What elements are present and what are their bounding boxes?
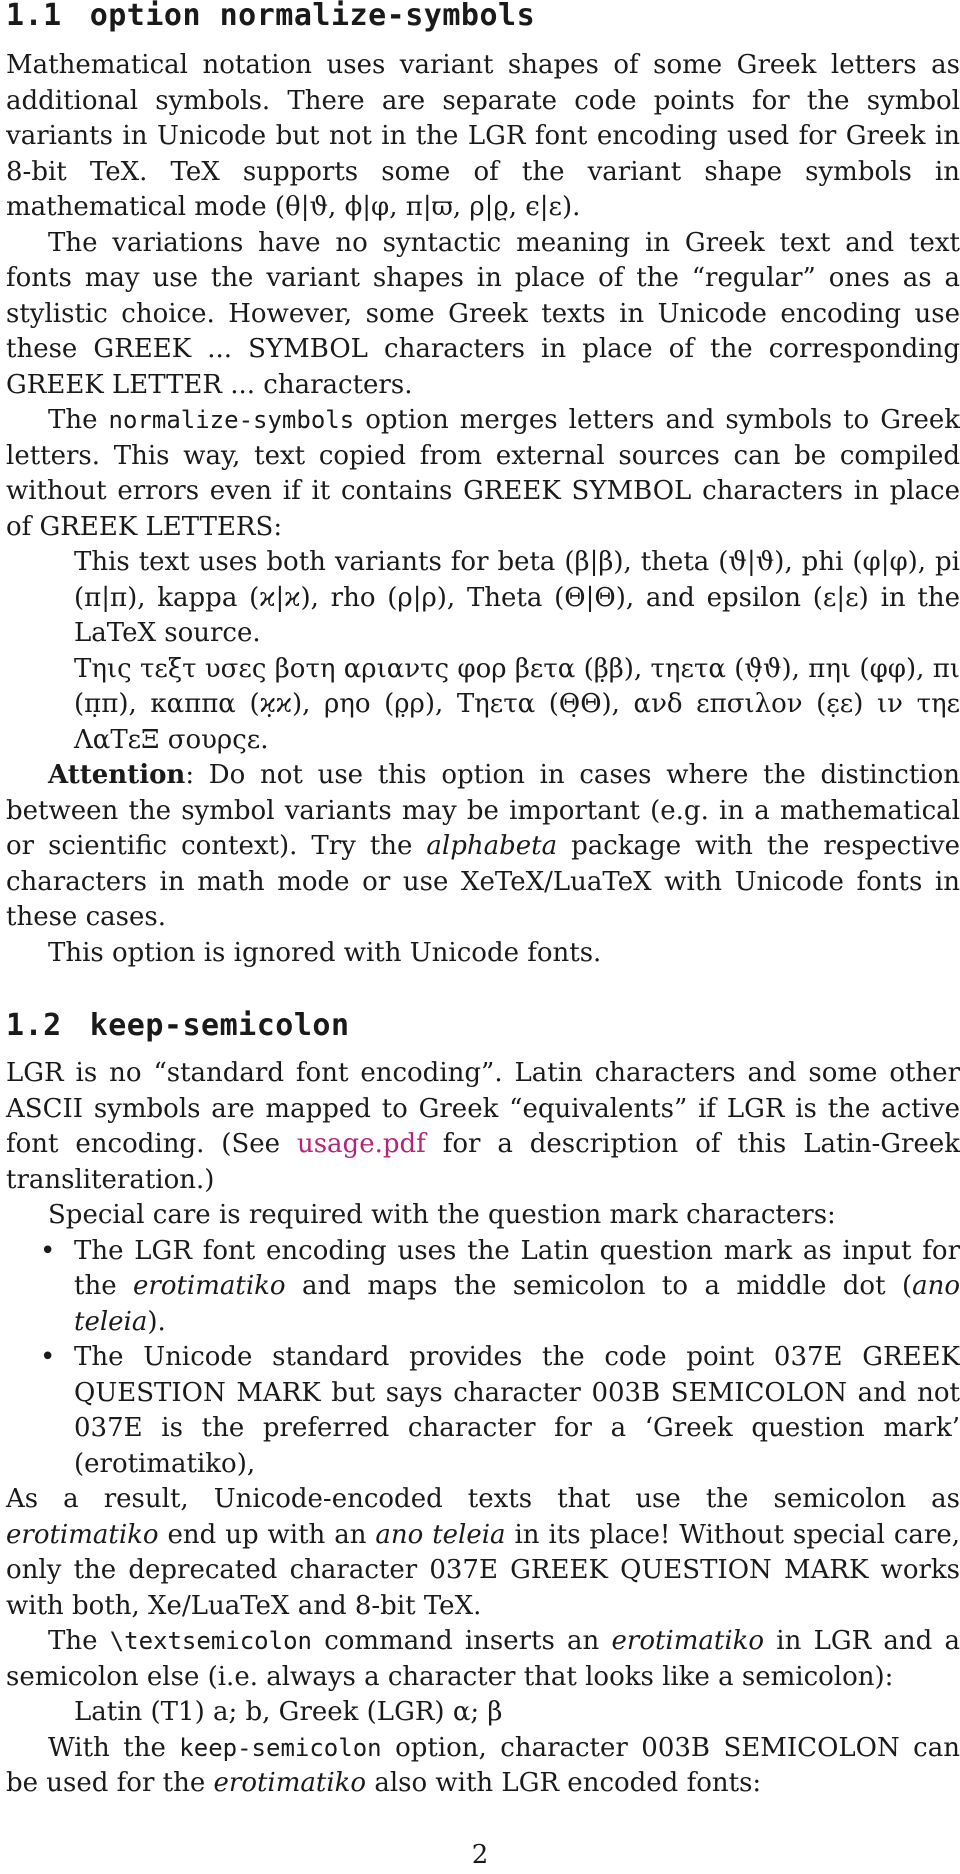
quote-lgr-rendering: Τηις τεξτ υσες βοτη αριαντς φορ βετα (β̣β), τηετα (ϑ̣ϑ), πηι (φ̣φ), πι (π̣π), καππα (ϰ̣ϰ), ρηο (ρ̣ρ), Τηετα (Θ̣Θ), ανδ επσιλον (ε̣ε) ιν τηε ΛαΤεΞ σουρςε. (74, 653, 960, 755)
section-heading-normalize-symbols (6, 0, 960, 34)
section-number: 1.1 (6, 0, 62, 33)
list-item: • The LGR font encoding uses the Latin question mark as input for the erotimatiko and maps the semicolon to a middle dot (ano teleia). (40, 1235, 960, 1337)
bullet-marker: • (40, 1342, 56, 1372)
section-title-code: normalize-symbols (219, 0, 536, 33)
attention-label: Attention (48, 760, 186, 790)
section-title-prefix: option (89, 0, 220, 33)
paragraph-lgr-encoding: LGR is no “standard font encoding”. Latin characters and some other ASCII symbols are mapped to Greek “equivalents” if LGR is the active font encoding. (See usage.pdf for a description of this Latin-Greek transliteration.) (6, 1058, 960, 1195)
document-page (6, 0, 960, 1802)
paragraph-keep-semicolon-option: With the keep-semicolon option, character 003B SEMICOLON can be used for the erotimatiko also with LGR encoded fonts: (6, 1732, 960, 1798)
usage-pdf-link[interactable]: usage.pdf (296, 1129, 426, 1159)
inline-code-textsemicolon: \textsemicolon (109, 1627, 312, 1655)
paragraph-math-notation: Mathematical notation uses variant shapes of some Greek letters as additional symbols. There are separate code points for the symbol variants in Unicode but not in the LGR font encoding used for Greek in 8-bit TeX. TeX supports some of the variant shape symbols in mathematical mode (θ|ϑ, ϕ|φ, π|ϖ, ρ|ϱ, ϵ|ε). (6, 50, 960, 222)
inline-code-keep-semicolon: keep-semicolon (179, 1733, 382, 1762)
paragraph-normalize-option: The normalize-symbols option merges letters and symbols to Greek letters. This way, text copied from external sources can be compiled without errors even if it contains GREEK SYMBOL characters in place of GREEK LETTERS: (6, 405, 960, 542)
bullet-list (6, 1234, 960, 1483)
quote-latin-source: This text uses both variants for beta (β|β), theta (ϑ|ϑ), phi (φ|φ), pi (π|π), kappa (ϰ|ϰ), rho (ρ|ρ), Theta (Θ|Θ), and epsilon (ε|ε) in the LaTeX source. (74, 547, 960, 648)
paragraph-attention: Attention: Do not use this option in cases where the distinction between the symbol variants may be important (e.g. in a mathematical or scientific context). Try the alphabeta package with the respective characters in math mode or use XeTeX/LuaTeX with Unicode fonts in these cases. (6, 760, 960, 932)
inline-code-normalize-symbols: normalize-symbols (108, 406, 355, 434)
alphabeta-package: alphabeta (426, 831, 558, 861)
section-heading-keep-semicolon (6, 1008, 960, 1044)
bullet-marker: • (40, 1235, 56, 1266)
paragraph-variations: The variations have no syntactic meaning in Greek text and text fonts may use the variant shapes in place of the “regular” ones as a stylistic choice. However, some Greek texts in Unicode encoding use these GREEK ... SYMBOL characters in place of the corresponding GREEK LETTER ... characters. (6, 227, 960, 400)
section-number: 1.2 (6, 1008, 62, 1043)
page-number: 2 (471, 1840, 489, 1870)
paragraph-as-a-result: As a result, Unicode-encoded texts that use the semicolon as erotimatiko end up with an ano teleia in its place! Without special care, only the deprecated character 037E GREEK QUESTION MARK works with both, Xe/LuaTeX and 8-bit TeX. (6, 1484, 960, 1621)
paragraph-special-care: Special care is required with the question mark characters: (48, 1200, 836, 1230)
paragraph-textsemicolon: The \textsemicolon command inserts an erotimatiko in LGR and a semicolon else (i.e. always a character that looks like a semicolon): (6, 1626, 960, 1692)
example-semicolon: Latin (T1) a; b, Greek (LGR) α; β (74, 1697, 503, 1727)
paragraph-ignored-unicode: This option is ignored with Unicode fonts. (48, 937, 602, 968)
section-title-code: keep-semicolon (89, 1008, 350, 1043)
list-item: • The Unicode standard provides the code point 037E GREEK QUESTION MARK but says character 003B SEMICOLON and not 037E is the preferred character for a ‘Greek question mark’ (erotimatiko), (40, 1342, 960, 1479)
